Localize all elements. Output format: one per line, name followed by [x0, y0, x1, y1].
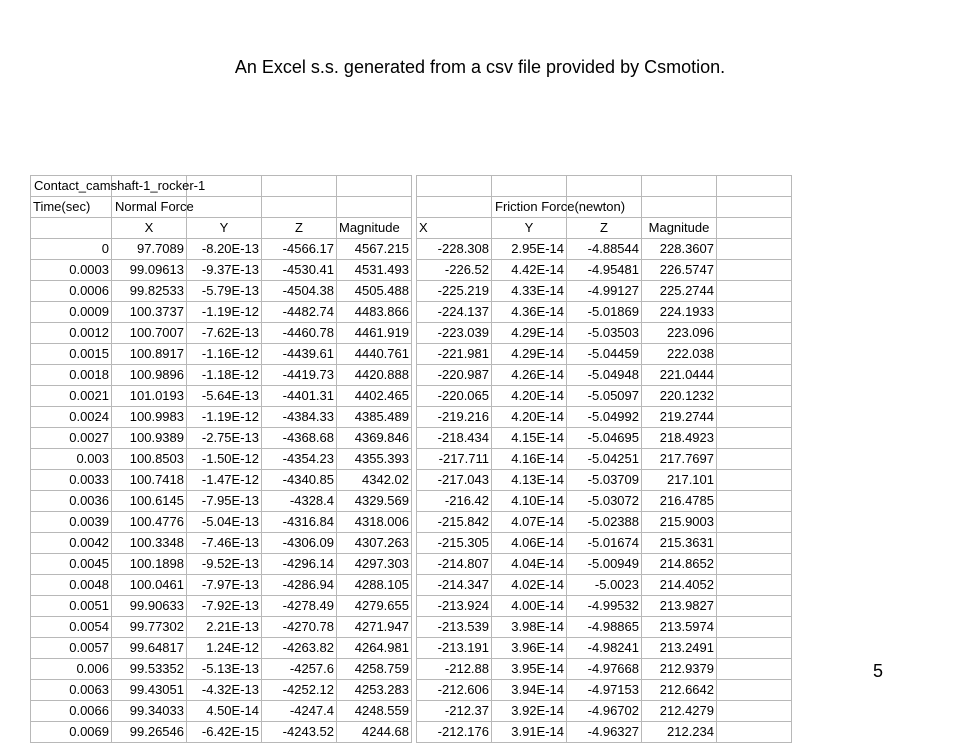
table-cell[interactable]: -4306.09	[262, 533, 337, 554]
table-cell[interactable]: -4384.33	[262, 407, 337, 428]
table-cell[interactable]: 0.0024	[31, 407, 112, 428]
col-header-normal-x[interactable]: X	[112, 218, 187, 239]
table-cell[interactable]: 4461.919	[337, 323, 412, 344]
table-cell[interactable]: 4307.263	[337, 533, 412, 554]
table-row	[31, 344, 792, 365]
table-cell[interactable]: 0.006	[31, 659, 112, 680]
table-cell[interactable]: 99.43051	[112, 680, 187, 701]
table-cell[interactable]: 4385.489	[337, 407, 412, 428]
table-cell[interactable]: -219.216	[417, 407, 492, 428]
table-cell[interactable]: -214.347	[417, 575, 492, 596]
table-cell[interactable]: 4440.761	[337, 344, 412, 365]
empty-cell[interactable]	[717, 554, 792, 575]
friction-force-header-cell[interactable]: Friction Force(newton)	[492, 197, 567, 218]
table-cell[interactable]: 3.91E-14	[492, 722, 567, 743]
table-cell[interactable]: -4530.41	[262, 260, 337, 281]
spreadsheet-table	[30, 175, 792, 743]
table-cell[interactable]: 4.00E-14	[492, 596, 567, 617]
table-row	[31, 239, 792, 260]
empty-cell[interactable]	[717, 512, 792, 533]
table-cell[interactable]: -226.52	[417, 260, 492, 281]
table-cell[interactable]: 4.50E-14	[187, 701, 262, 722]
table-cell[interactable]: 99.09613	[112, 260, 187, 281]
table-cell[interactable]: 217.7697	[642, 449, 717, 470]
table-cell[interactable]: -4504.38	[262, 281, 337, 302]
table-cell[interactable]: -4252.12	[262, 680, 337, 701]
table-row	[31, 302, 792, 323]
table-cell[interactable]: -4.99127	[567, 281, 642, 302]
empty-cell[interactable]	[717, 533, 792, 554]
table-row	[31, 323, 792, 344]
table-cell[interactable]: 3.96E-14	[492, 638, 567, 659]
table-cell[interactable]: 4.04E-14	[492, 554, 567, 575]
table-cell[interactable]: 100.7007	[112, 323, 187, 344]
column-header-row	[31, 218, 792, 239]
col-header-normal-y[interactable]: Y	[187, 218, 262, 239]
table-cell[interactable]: -4247.4	[262, 701, 337, 722]
table-row	[31, 428, 792, 449]
table-cell[interactable]: 4505.488	[337, 281, 412, 302]
table-cell[interactable]: -5.01674	[567, 533, 642, 554]
table-cell[interactable]: -6.42E-15	[187, 722, 262, 743]
table-cell[interactable]: -4243.52	[262, 722, 337, 743]
table-cell[interactable]: -4296.14	[262, 554, 337, 575]
table-cell[interactable]: 4248.559	[337, 701, 412, 722]
table-cell[interactable]: 2.21E-13	[187, 617, 262, 638]
empty-cell[interactable]	[717, 680, 792, 701]
table-cell[interactable]: 100.4776	[112, 512, 187, 533]
table-cell[interactable]: 4244.68	[337, 722, 412, 743]
table-row	[31, 575, 792, 596]
table-cell[interactable]: 100.7418	[112, 470, 187, 491]
table-row	[31, 386, 792, 407]
table-cell[interactable]: -4286.94	[262, 575, 337, 596]
table-cell[interactable]: 99.82533	[112, 281, 187, 302]
empty-cell[interactable]	[717, 386, 792, 407]
table-cell[interactable]: -1.50E-12	[187, 449, 262, 470]
table-cell[interactable]: 216.4785	[642, 491, 717, 512]
table-cell[interactable]: 4318.006	[337, 512, 412, 533]
table-cell[interactable]: -220.065	[417, 386, 492, 407]
table-cell[interactable]: -4368.68	[262, 428, 337, 449]
empty-cell[interactable]	[717, 491, 792, 512]
table-cell[interactable]: -213.539	[417, 617, 492, 638]
table-cell[interactable]: 4.16E-14	[492, 449, 567, 470]
table-cell[interactable]: 4.42E-14	[492, 260, 567, 281]
normal-force-header-cell[interactable]: Normal Force	[112, 197, 187, 218]
empty-cell[interactable]	[717, 260, 792, 281]
table-cell[interactable]: -212.37	[417, 701, 492, 722]
table-cell[interactable]: -5.04E-13	[187, 512, 262, 533]
table-cell[interactable]: 0.0063	[31, 680, 112, 701]
table-cell[interactable]: 0.0054	[31, 617, 112, 638]
table-row	[31, 449, 792, 470]
table-cell[interactable]: 4369.846	[337, 428, 412, 449]
table-cell[interactable]: 4.06E-14	[492, 533, 567, 554]
table-cell[interactable]: 0.0045	[31, 554, 112, 575]
table-cell[interactable]: 222.038	[642, 344, 717, 365]
page-number: 5	[873, 661, 884, 681]
table-cell[interactable]: 4329.569	[337, 491, 412, 512]
table-cell[interactable]: 4.20E-14	[492, 386, 567, 407]
table-cell[interactable]: 100.3737	[112, 302, 187, 323]
table-cell[interactable]: 0.0021	[31, 386, 112, 407]
table-cell[interactable]: 0.0018	[31, 365, 112, 386]
table-cell[interactable]: 4342.02	[337, 470, 412, 491]
table-cell[interactable]: 4.20E-14	[492, 407, 567, 428]
table-cell[interactable]: 4.10E-14	[492, 491, 567, 512]
table-cell[interactable]: -4566.17	[262, 239, 337, 260]
table-cell[interactable]: 99.64817	[112, 638, 187, 659]
table-cell[interactable]: 0.0069	[31, 722, 112, 743]
col-header-friction-x[interactable]: X	[417, 218, 492, 239]
table-cell[interactable]: -4278.49	[262, 596, 337, 617]
table-cell[interactable]: 100.9389	[112, 428, 187, 449]
empty-cell[interactable]	[717, 722, 792, 743]
table-cell[interactable]: 4567.215	[337, 239, 412, 260]
table-cell[interactable]: -1.19E-12	[187, 407, 262, 428]
col-header-friction-magnitude[interactable]: Magnitude	[642, 218, 717, 239]
table-cell[interactable]: -212.88	[417, 659, 492, 680]
table-cell[interactable]: 4.07E-14	[492, 512, 567, 533]
table-cell[interactable]: -221.981	[417, 344, 492, 365]
table-cell[interactable]: -220.987	[417, 365, 492, 386]
table-row	[31, 512, 792, 533]
table-cell[interactable]: 0.0012	[31, 323, 112, 344]
table-cell[interactable]: 221.0444	[642, 365, 717, 386]
table-cell[interactable]: 0.003	[31, 449, 112, 470]
table-cell[interactable]: -4257.6	[262, 659, 337, 680]
table-cell[interactable]: 100.6145	[112, 491, 187, 512]
table-row	[31, 554, 792, 575]
empty-cell[interactable]	[717, 659, 792, 680]
table-row	[31, 533, 792, 554]
table-cell[interactable]: -223.039	[417, 323, 492, 344]
table-cell[interactable]: 213.5974	[642, 617, 717, 638]
table-cell[interactable]: -213.924	[417, 596, 492, 617]
table-cell[interactable]: -218.434	[417, 428, 492, 449]
table-row	[31, 638, 792, 659]
empty-cell[interactable]	[717, 344, 792, 365]
table-cell[interactable]: 97.7089	[112, 239, 187, 260]
table-row	[31, 365, 792, 386]
table-cell[interactable]: -215.842	[417, 512, 492, 533]
table-cell[interactable]: -4.96702	[567, 701, 642, 722]
table-cell[interactable]: -217.711	[417, 449, 492, 470]
table-cell[interactable]: 3.95E-14	[492, 659, 567, 680]
table-cell[interactable]: 0.0027	[31, 428, 112, 449]
table-row	[31, 407, 792, 428]
table-cell[interactable]: -5.01869	[567, 302, 642, 323]
table-cell[interactable]: 212.234	[642, 722, 717, 743]
table-cell[interactable]: 4.02E-14	[492, 575, 567, 596]
table-cell[interactable]: -4.98865	[567, 617, 642, 638]
table-cell[interactable]: 212.9379	[642, 659, 717, 680]
table-cell[interactable]: -225.219	[417, 281, 492, 302]
table-cell[interactable]: -4.99532	[567, 596, 642, 617]
table-row	[31, 491, 792, 512]
table-cell[interactable]: -4.95481	[567, 260, 642, 281]
table-cell[interactable]: 4288.105	[337, 575, 412, 596]
col-header-friction-y[interactable]: Y	[492, 218, 567, 239]
table-cell[interactable]: -5.04459	[567, 344, 642, 365]
table-cell[interactable]: 226.5747	[642, 260, 717, 281]
table-cell[interactable]: 215.9003	[642, 512, 717, 533]
table-cell[interactable]: 99.77302	[112, 617, 187, 638]
table-row	[31, 659, 792, 680]
table-cell[interactable]: 99.53352	[112, 659, 187, 680]
table-cell[interactable]: 215.3631	[642, 533, 717, 554]
table-cell[interactable]: 223.096	[642, 323, 717, 344]
table-cell[interactable]: 212.4279	[642, 701, 717, 722]
table-cell[interactable]: -9.52E-13	[187, 554, 262, 575]
table-cell[interactable]: -212.606	[417, 680, 492, 701]
table-cell[interactable]: -1.16E-12	[187, 344, 262, 365]
table-cell[interactable]: 4.26E-14	[492, 365, 567, 386]
table-cell[interactable]: 3.92E-14	[492, 701, 567, 722]
header-row-1	[31, 176, 792, 197]
table-cell[interactable]: 0.0048	[31, 575, 112, 596]
table-cell[interactable]: 4483.866	[337, 302, 412, 323]
table-cell[interactable]: -8.20E-13	[187, 239, 262, 260]
table-cell[interactable]: 214.4052	[642, 575, 717, 596]
table-cell[interactable]: 4.29E-14	[492, 323, 567, 344]
table-cell[interactable]: -7.92E-13	[187, 596, 262, 617]
table-cell[interactable]: 1.24E-12	[187, 638, 262, 659]
table-row	[31, 281, 792, 302]
table-cell[interactable]: -5.13E-13	[187, 659, 262, 680]
table-cell[interactable]: -4.96327	[567, 722, 642, 743]
table-cell[interactable]: 4258.759	[337, 659, 412, 680]
table-cell[interactable]: 100.0461	[112, 575, 187, 596]
table-cell[interactable]: 4402.465	[337, 386, 412, 407]
table-cell[interactable]: 0.0051	[31, 596, 112, 617]
table-cell[interactable]: -4482.74	[262, 302, 337, 323]
table-cell[interactable]: -214.807	[417, 554, 492, 575]
table-cell[interactable]: -5.04251	[567, 449, 642, 470]
header-row-2	[31, 197, 792, 218]
table-cell[interactable]: -5.04992	[567, 407, 642, 428]
table-cell[interactable]: 99.34033	[112, 701, 187, 722]
table-cell[interactable]: 4297.303	[337, 554, 412, 575]
table-cell[interactable]: 100.8503	[112, 449, 187, 470]
col-header-normal-magnitude[interactable]: Magnitude	[337, 218, 412, 239]
table-cell[interactable]: -1.19E-12	[187, 302, 262, 323]
table-cell[interactable]: -7.97E-13	[187, 575, 262, 596]
table-cell[interactable]: -4.97153	[567, 680, 642, 701]
table-cell[interactable]: -212.176	[417, 722, 492, 743]
slide-title: An Excel s.s. generated from a csv file provided by Csmotion.	[234, 57, 726, 77]
table-cell[interactable]: -4419.73	[262, 365, 337, 386]
table-cell[interactable]: 0.0039	[31, 512, 112, 533]
table-cell[interactable]: 2.95E-14	[492, 239, 567, 260]
table-cell[interactable]: -7.62E-13	[187, 323, 262, 344]
table-cell[interactable]: 4.36E-14	[492, 302, 567, 323]
table-cell[interactable]: -7.46E-13	[187, 533, 262, 554]
table-cell[interactable]: -7.95E-13	[187, 491, 262, 512]
table-cell[interactable]: -4.32E-13	[187, 680, 262, 701]
table-cell[interactable]: 99.26546	[112, 722, 187, 743]
table-cell[interactable]: 100.9983	[112, 407, 187, 428]
table-row	[31, 680, 792, 701]
table-cell[interactable]: 0.0057	[31, 638, 112, 659]
table-cell[interactable]: 4.13E-14	[492, 470, 567, 491]
table-cell[interactable]: -5.04948	[567, 365, 642, 386]
table-cell[interactable]: 4253.283	[337, 680, 412, 701]
table-cell[interactable]: 4.33E-14	[492, 281, 567, 302]
table-cell[interactable]: -1.18E-12	[187, 365, 262, 386]
table-cell[interactable]: 228.3607	[642, 239, 717, 260]
table-cell[interactable]: 3.94E-14	[492, 680, 567, 701]
table-cell[interactable]: 214.8652	[642, 554, 717, 575]
table-cell[interactable]: 101.0193	[112, 386, 187, 407]
sheet-title-cell[interactable]: Contact_camshaft-1_rocker-1	[31, 176, 112, 197]
table-cell[interactable]: 100.3348	[112, 533, 187, 554]
col-header-normal-z[interactable]: Z	[262, 218, 337, 239]
table-cell[interactable]: -5.03709	[567, 470, 642, 491]
table-cell[interactable]: -4328.4	[262, 491, 337, 512]
table-cell[interactable]: 4531.493	[337, 260, 412, 281]
table-cell[interactable]: 0.0015	[31, 344, 112, 365]
table-cell[interactable]: -5.0023	[567, 575, 642, 596]
table-cell[interactable]: -4460.78	[262, 323, 337, 344]
empty-cell[interactable]	[717, 617, 792, 638]
empty-cell[interactable]	[717, 470, 792, 491]
empty-cell[interactable]	[717, 281, 792, 302]
table-cell[interactable]: 99.90633	[112, 596, 187, 617]
time-header-cell[interactable]: Time(sec)	[31, 197, 112, 218]
table-cell[interactable]: 0.0066	[31, 701, 112, 722]
table-cell[interactable]: 4279.655	[337, 596, 412, 617]
table-cell[interactable]: -4.98241	[567, 638, 642, 659]
table-cell[interactable]: 4.29E-14	[492, 344, 567, 365]
table-cell[interactable]: 4271.947	[337, 617, 412, 638]
table-cell[interactable]: -215.305	[417, 533, 492, 554]
table-cell[interactable]: -4263.82	[262, 638, 337, 659]
table-cell[interactable]: -224.137	[417, 302, 492, 323]
table-cell[interactable]: 0	[31, 239, 112, 260]
table-row	[31, 596, 792, 617]
table-cell[interactable]: 219.2744	[642, 407, 717, 428]
table-cell[interactable]: 0.0009	[31, 302, 112, 323]
table-cell[interactable]: 4264.981	[337, 638, 412, 659]
table-cell[interactable]: 0.0036	[31, 491, 112, 512]
table-cell[interactable]: 100.8917	[112, 344, 187, 365]
table-row	[31, 617, 792, 638]
table-cell[interactable]: -5.79E-13	[187, 281, 262, 302]
table-cell[interactable]: 0.0003	[31, 260, 112, 281]
table-cell[interactable]: 100.9896	[112, 365, 187, 386]
table-row	[31, 260, 792, 281]
table-cell[interactable]: -5.03072	[567, 491, 642, 512]
table-row	[31, 701, 792, 722]
table-cell[interactable]: 4.15E-14	[492, 428, 567, 449]
empty-cell[interactable]	[717, 407, 792, 428]
table-cell[interactable]: -228.308	[417, 239, 492, 260]
empty-cell[interactable]	[717, 575, 792, 596]
table-row	[31, 722, 792, 743]
empty-cell[interactable]	[717, 239, 792, 260]
table-cell[interactable]: -5.64E-13	[187, 386, 262, 407]
table-cell[interactable]: -4354.23	[262, 449, 337, 470]
table-cell[interactable]: -4439.61	[262, 344, 337, 365]
empty-cell[interactable]	[717, 365, 792, 386]
table-cell[interactable]: -217.043	[417, 470, 492, 491]
table-cell[interactable]: 100.1898	[112, 554, 187, 575]
table-cell[interactable]: 220.1232	[642, 386, 717, 407]
table-row	[31, 470, 792, 491]
table-cell[interactable]: 213.2491	[642, 638, 717, 659]
table-cell[interactable]: 0.0033	[31, 470, 112, 491]
table-cell[interactable]: -216.42	[417, 491, 492, 512]
table-cell[interactable]: -5.00949	[567, 554, 642, 575]
table-cell[interactable]: 3.98E-14	[492, 617, 567, 638]
table-cell[interactable]: -5.04695	[567, 428, 642, 449]
table-cell[interactable]: 217.101	[642, 470, 717, 491]
empty-cell[interactable]	[717, 302, 792, 323]
table-cell[interactable]: -2.75E-13	[187, 428, 262, 449]
table-cell[interactable]: -4270.78	[262, 617, 337, 638]
table-cell[interactable]: -5.02388	[567, 512, 642, 533]
col-header-friction-z[interactable]: Z	[567, 218, 642, 239]
table-cell[interactable]: -5.03503	[567, 323, 642, 344]
empty-cell[interactable]	[717, 638, 792, 659]
empty-cell[interactable]	[717, 596, 792, 617]
table-cell[interactable]: -4316.84	[262, 512, 337, 533]
table-cell[interactable]: 4420.888	[337, 365, 412, 386]
table-cell[interactable]: 218.4923	[642, 428, 717, 449]
empty-cell[interactable]	[717, 449, 792, 470]
table-cell[interactable]: 0.0042	[31, 533, 112, 554]
table-cell[interactable]: -4.97668	[567, 659, 642, 680]
empty-cell[interactable]	[717, 701, 792, 722]
table-cell[interactable]: -5.05097	[567, 386, 642, 407]
table-cell[interactable]: 4355.393	[337, 449, 412, 470]
table-cell[interactable]: 0.0006	[31, 281, 112, 302]
table-cell[interactable]: 213.9827	[642, 596, 717, 617]
table-cell[interactable]: -4340.85	[262, 470, 337, 491]
table-cell[interactable]: 224.1933	[642, 302, 717, 323]
table-cell[interactable]: 225.2744	[642, 281, 717, 302]
table-cell[interactable]: 212.6642	[642, 680, 717, 701]
table-cell[interactable]: -4401.31	[262, 386, 337, 407]
table-cell[interactable]: -1.47E-12	[187, 470, 262, 491]
table-cell[interactable]: -9.37E-13	[187, 260, 262, 281]
empty-cell[interactable]	[717, 323, 792, 344]
empty-cell[interactable]	[717, 428, 792, 449]
table-cell[interactable]: -4.88544	[567, 239, 642, 260]
table-cell[interactable]: -213.191	[417, 638, 492, 659]
